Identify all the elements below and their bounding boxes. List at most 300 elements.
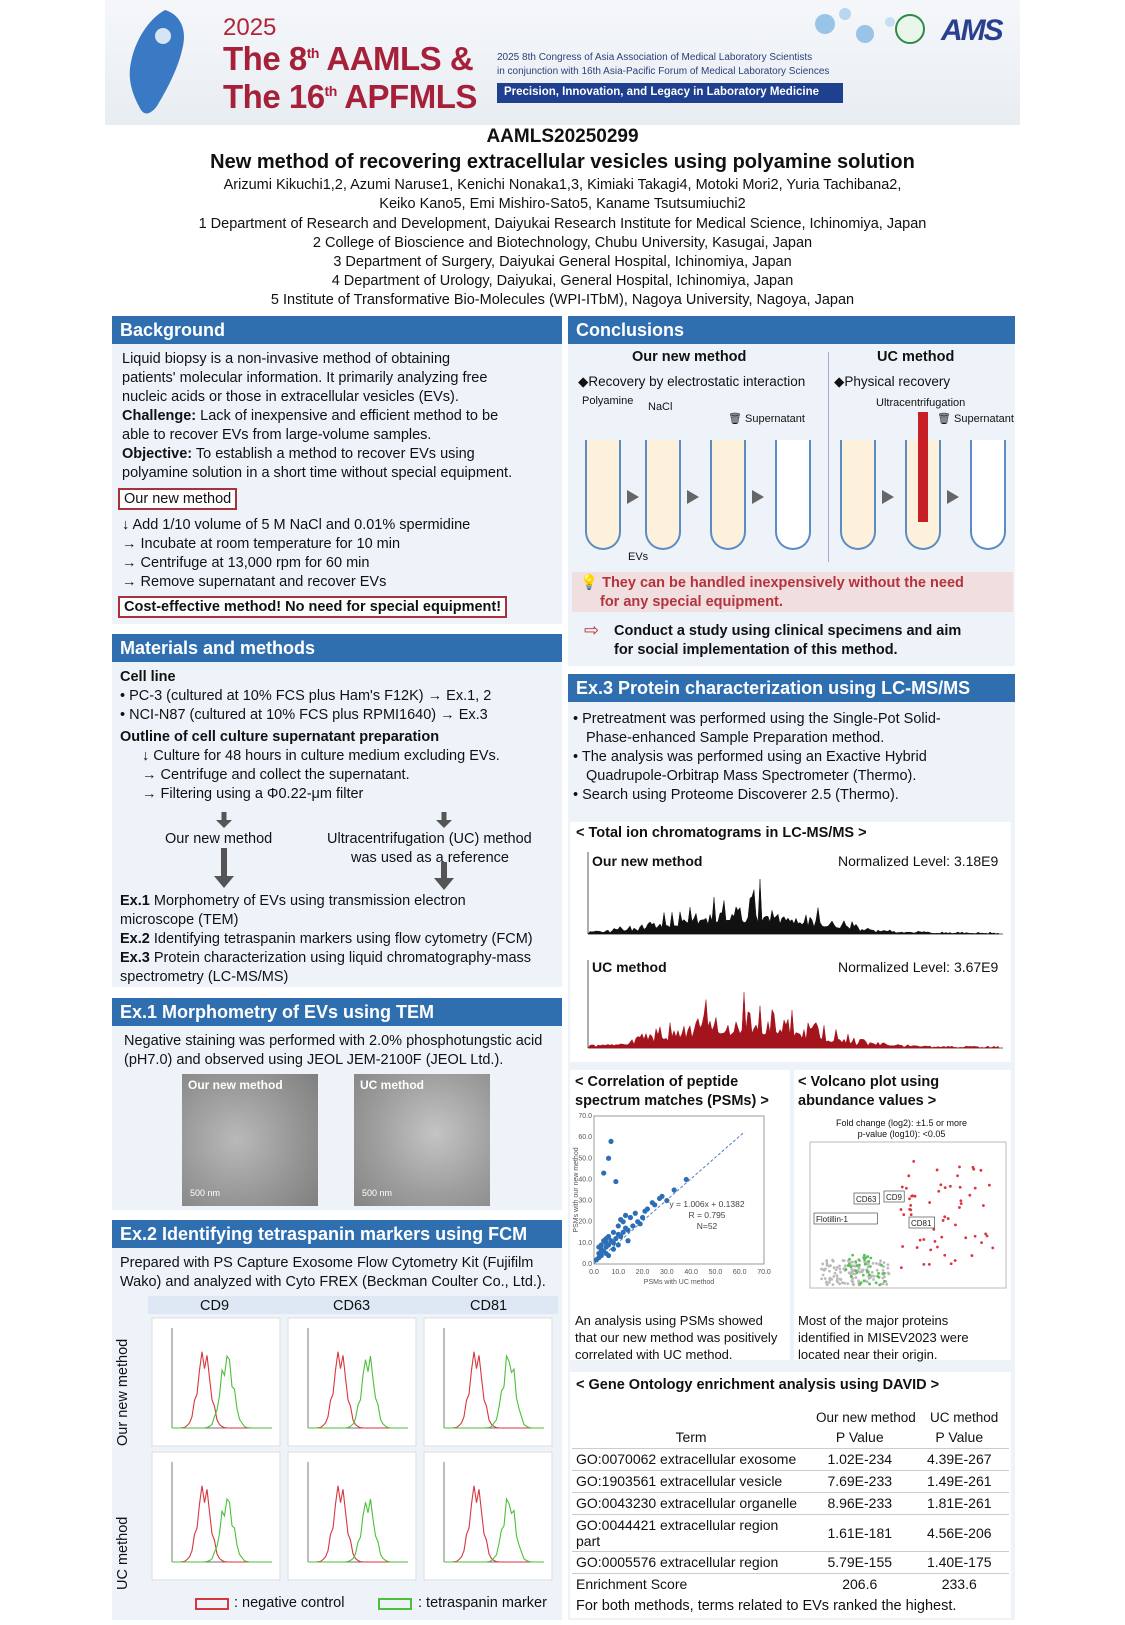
volcano-point-up — [936, 1169, 939, 1172]
volcano-point-up — [954, 1259, 957, 1262]
objective-line-1: Objective: To establish a method to recover EVs using — [122, 446, 475, 462]
authors-line-2: Keiko Kano5, Emi Mishiro-Sato5, Kaname Tsutsumiuchi2 — [379, 196, 746, 212]
go-row — [572, 1470, 1009, 1492]
volcano-point-ns — [875, 1262, 878, 1265]
psm-caption-2: that our new method was positively — [575, 1330, 778, 1345]
outline-step-3: → Filtering using a Φ0.22-μm filter — [142, 786, 364, 802]
volcano-point-up — [922, 1263, 925, 1266]
volcano-point-up — [908, 1197, 911, 1200]
ex3-bullet-1a: • Pretreatment was performed using the Single-Pot Solid- — [573, 711, 941, 727]
polyamine-label: Polyamine — [582, 395, 634, 407]
psm-y-tick: 10.0 — [578, 1239, 592, 1247]
psm-point — [625, 1238, 630, 1243]
fcm-row-uc: UC method — [115, 1516, 131, 1590]
psm-point — [599, 1249, 604, 1254]
ex2-text-1: Prepared with PS Capture Exosome Flow Cytometry Kit (Fujifilm — [120, 1255, 534, 1271]
method-step-2: → Incubate at room temperature for 10 min — [122, 536, 401, 552]
psm-y-tick: 60.0 — [578, 1134, 592, 1142]
volcano-point-up — [943, 1254, 946, 1257]
volcano-point-up — [972, 1168, 975, 1171]
volcano-point-up — [949, 1185, 952, 1188]
psm-point — [613, 1179, 618, 1184]
method-steps — [122, 516, 470, 592]
psm-caption-3: correlated with UC method. — [575, 1347, 733, 1362]
go-col-term: Term — [675, 1428, 707, 1445]
volcano-point-ns — [886, 1263, 889, 1266]
tem-scale-new: 500 nm — [190, 1188, 221, 1198]
go-p-uc-cell: 1.49E-261 — [910, 1470, 1010, 1492]
psm-stat-label: R = 0.795 — [688, 1210, 726, 1220]
volcano-point-up — [958, 1166, 961, 1169]
psm-point — [611, 1230, 616, 1235]
volcano-caption-1: Most of the major proteins — [798, 1313, 949, 1328]
method-step-1: ↓ Add 1/10 volume of 5 M NaCl and 0.01% spermidine — [122, 517, 471, 533]
psm-point — [616, 1242, 621, 1247]
psm-y-tick: 70.0 — [578, 1113, 592, 1120]
volcano-point-ns — [843, 1259, 846, 1262]
psm-point — [625, 1228, 630, 1233]
psm-point — [684, 1177, 689, 1182]
volcano-point-down — [878, 1283, 881, 1286]
affiliation-1: 1 Department of Research and Development, Daiyukai Research Institute for Medical Science, Ichinomiya, Japan — [198, 216, 927, 232]
conclusion-note — [580, 574, 964, 612]
volcano-point-up — [944, 1186, 947, 1189]
volcano-point-ns — [838, 1265, 841, 1268]
volcano-point-ns — [836, 1266, 839, 1269]
psm-x-label: PSMs with UC method — [643, 1279, 715, 1286]
outline-step-1: ↓ Culture for 48 hours in culture medium excluding EVs. — [142, 748, 500, 764]
volcano-point-down — [883, 1272, 886, 1275]
volcano-point-up — [905, 1187, 908, 1190]
volcano-point-up — [968, 1194, 971, 1197]
author-list — [105, 176, 1020, 214]
ultracentrifugation-arrow-icon — [918, 412, 928, 522]
volcano-point-down — [868, 1273, 871, 1276]
volcano-point-down — [880, 1264, 883, 1267]
go-row — [572, 1492, 1009, 1514]
tic-new-level: Normalized Level: 3.18E9 — [838, 853, 999, 869]
volcano-point-ns — [850, 1260, 853, 1263]
volcano-point-up — [932, 1228, 935, 1231]
fcm-histogram — [152, 1452, 280, 1580]
conclusion-note-1: 💡 They can be handled inexpensively without the need — [580, 575, 964, 591]
arrow-right-icon — [882, 490, 894, 504]
volcano-point-ns — [879, 1259, 882, 1262]
volcano-point-ns — [848, 1271, 851, 1274]
volcano-note — [836, 1118, 967, 1140]
fcm-histogram — [288, 1318, 416, 1446]
background-intro-3: nucleic acids or those in extracellular vesicles (EVs). — [122, 389, 459, 405]
volcano-point-up — [901, 1186, 904, 1189]
tube-4 — [775, 440, 811, 550]
arrow-right-icon — [752, 490, 764, 504]
volcano-point-down — [851, 1254, 854, 1257]
arrow-right-icon — [947, 490, 959, 504]
psm-title — [575, 1073, 769, 1111]
volcano-point-down — [850, 1275, 853, 1278]
volcano-point-up — [974, 1187, 977, 1190]
volcano-point-down — [858, 1283, 861, 1286]
volcano-point-ns — [862, 1268, 865, 1271]
ex3-bullet-2b: Quadrupole-Orbitrap Mass Spectrometer (Thermo). — [586, 768, 917, 784]
volcano-point-up — [908, 1208, 911, 1211]
affiliation-4: 4 Department of Urology, Daiyukai, General Hospital, Ichinomiya, Japan — [331, 273, 794, 289]
materials-heading: Materials and methods — [112, 634, 562, 662]
volcano-point-ns — [841, 1281, 844, 1284]
psm-point — [606, 1156, 611, 1161]
volcano-point-ns — [826, 1283, 829, 1286]
tem-scale-uc: 500 nm — [362, 1188, 393, 1198]
volcano-point-down — [869, 1265, 872, 1268]
volcano-point-down — [845, 1268, 848, 1271]
volcano-point-ns — [829, 1264, 832, 1267]
ex1-text-1: Negative staining was performed with 2.0% phosphotungstic acid — [124, 1033, 543, 1049]
legend-marker-swatch — [378, 1598, 412, 1610]
volcano-point-down — [864, 1263, 867, 1266]
banner-tagline: Precision, Innovation, and Legacy in Laboratory Medicine — [497, 83, 843, 103]
psm-point — [642, 1209, 647, 1214]
psm-caption-1: An analysis using PSMs showed — [575, 1313, 763, 1328]
experiments-list — [120, 892, 560, 987]
objective-line-2: polyamine solution in a short time without special equipment. — [122, 465, 513, 481]
go-term-cell: GO:1903561 extracellular vesicle — [572, 1470, 810, 1492]
psm-point — [606, 1253, 611, 1258]
ex2-text-2: Wako) and analyzed with Cyto FREX (Beckman Coulter Co., Ltd.). — [120, 1274, 546, 1290]
next-step-2: for social implementation of this method. — [614, 642, 898, 658]
challenge-line-1: Challenge: Lack of inexpensive and efficient method to be — [122, 408, 499, 424]
go-row — [572, 1514, 1009, 1551]
volcano-point-ns — [883, 1261, 886, 1264]
psm-point — [630, 1223, 635, 1228]
challenge-line-2: able to recover EVs from large-volume samples. — [122, 427, 432, 443]
ex1-summary-2: microscope (TEM) — [120, 912, 239, 928]
tic-title: < Total ion chromatograms in LC-MS/MS > — [576, 825, 867, 841]
volcano-point-down — [862, 1274, 865, 1277]
go-p-new-cell: 206.6 — [810, 1573, 910, 1595]
volcano-point-ns — [882, 1269, 885, 1272]
legend-negative-label: : negative control — [234, 1595, 345, 1611]
volcano-point-up — [979, 1169, 982, 1172]
volcano-point-ns — [831, 1259, 834, 1262]
method-step-3: → Centrifuge at 13,000 rpm for 60 min — [122, 555, 370, 571]
volcano-caption-2: identified in MISEV2023 were — [798, 1330, 969, 1345]
go-head-new: Our new method — [816, 1410, 916, 1425]
volcano-point-down — [848, 1263, 851, 1266]
volcano-point-up — [910, 1195, 913, 1198]
ex1-text — [124, 1032, 542, 1070]
volcano-point-up — [958, 1206, 961, 1209]
volcano-note-2: p-value (log10): <0.05 — [857, 1129, 946, 1139]
go-term-cell: GO:0070062 extracellular exosome — [572, 1448, 810, 1470]
tube-1 — [585, 440, 621, 550]
ex2-heading: Ex.2 Identifying tetraspanin markers using FCM — [112, 1220, 562, 1248]
volcano-point-up — [942, 1219, 945, 1222]
tem-image-uc-method — [354, 1074, 490, 1206]
volcano-point-down — [878, 1276, 881, 1279]
go-p-uc-cell: 4.56E-206 — [910, 1514, 1010, 1551]
volcano-point-up — [974, 1235, 977, 1238]
ex2-text — [120, 1254, 546, 1292]
psm-point — [628, 1215, 633, 1220]
volcano-point-down — [869, 1257, 872, 1260]
next-step-1: Conduct a study using clinical specimens and aim — [614, 623, 962, 639]
volcano-point-ns — [838, 1283, 841, 1286]
ex3-bullet-3: • Search using Proteome Discoverer 2.5 (Thermo). — [573, 787, 899, 803]
volcano-title-2: abundance values > — [798, 1093, 937, 1109]
psm-x-tick: 40.0 — [684, 1269, 698, 1276]
ex3-summary-2: spectrometry (LC-MS/MS) — [120, 969, 289, 985]
volcano-point-ns — [885, 1283, 888, 1286]
nacl-label: NaCl — [648, 401, 673, 413]
fcm-histogram-grid — [148, 1316, 558, 1586]
volcano-point-up — [991, 1246, 994, 1249]
volcano-point-up — [940, 1236, 943, 1239]
volcano-point-up — [943, 1215, 946, 1218]
branch-left-label: Our new method — [165, 831, 273, 847]
volcano-point-up — [959, 1186, 962, 1189]
volcano-point-ns — [822, 1274, 825, 1277]
volcano-point-ns — [835, 1268, 838, 1271]
volcano-point-up — [914, 1195, 917, 1198]
volcano-point-ns — [887, 1271, 890, 1274]
tic-new-label: Our new method — [592, 853, 703, 869]
background-intro-2: patients' molecular information. It primarily analyzing free — [122, 370, 488, 386]
affiliation-3: 3 Department of Surgery, Daiyukai General Hospital, Ichinomiya, Japan — [333, 254, 792, 270]
conclusion-col-uc: UC method — [877, 349, 955, 365]
banner-title-line2: The 16th APFMLS — [223, 78, 477, 115]
volcano-point-ns — [836, 1277, 839, 1280]
volcano-point-ns — [826, 1264, 829, 1267]
volcano-note-1: Fold change (log2): ±1.5 or more — [836, 1118, 968, 1128]
volcano-point-down — [863, 1254, 866, 1257]
ex3-bullet-1b: Phase-enhanced Sample Preparation method. — [586, 730, 885, 746]
fcm-row-new: Our new method — [115, 1338, 131, 1446]
go-col-p-uc: P Value — [935, 1428, 984, 1445]
conclusion-divider — [828, 352, 829, 562]
volcano-protein-label: CD81 — [911, 1219, 932, 1228]
volcano-point-up — [910, 1213, 913, 1216]
psm-x-tick: 0.0 — [589, 1269, 599, 1276]
volcano-point-up — [954, 1224, 957, 1227]
ex1-summary: Ex.1 Morphometry of EVs using transmission electron — [120, 893, 466, 909]
conclusion-col-new: Our new method — [632, 349, 747, 365]
go-term-cell: GO:0043230 extracellular organelle — [572, 1492, 810, 1514]
volcano-point-up — [956, 1174, 959, 1177]
next-step-arrow-icon: ⇨ — [584, 620, 600, 640]
volcano-point-ns — [839, 1278, 842, 1281]
psm-x-tick: 50.0 — [708, 1269, 723, 1276]
volcano-point-ns — [833, 1266, 836, 1269]
volcano-caption-3: located near their origin. — [798, 1347, 938, 1362]
psm-x-tick: 20.0 — [635, 1269, 650, 1276]
volcano-point-ns — [867, 1263, 870, 1266]
conclusion-left-point: ◆Recovery by electrostatic interaction — [578, 374, 806, 389]
volcano-point-up — [947, 1217, 950, 1220]
psm-y-tick: 40.0 — [578, 1176, 592, 1184]
volcano-protein-label: CD63 — [856, 1195, 877, 1204]
conclusions-heading: Conclusions — [568, 316, 1015, 344]
ex3-summary: Ex.3 Protein characterization using liquid chromatography-mass — [120, 950, 532, 966]
ex3-bullet-2a: • The analysis was performed using an Exactive Hybrid — [573, 749, 927, 765]
go-p-uc-cell: 1.81E-261 — [910, 1492, 1010, 1514]
psm-point — [650, 1200, 655, 1205]
psm-point — [657, 1196, 662, 1201]
psm-title-2: spectrum matches (PSMs) > — [575, 1093, 769, 1109]
volcano-point-up — [980, 1241, 983, 1244]
outline-label: Outline of cell culture supernatant preparation — [120, 729, 440, 745]
volcano-point-up — [939, 1183, 942, 1186]
volcano-point-ns — [876, 1269, 879, 1272]
volcano-point-ns — [824, 1277, 827, 1280]
volcano-point-ns — [882, 1282, 885, 1285]
affiliation-5: 5 Institute of Transformative Bio-Molecules (WPI-ITbM), Nagoya University, Nagoya, Japan — [270, 292, 855, 308]
volcano-point-ns — [886, 1267, 889, 1270]
go-table — [572, 1426, 1009, 1595]
psm-title-1: < Correlation of peptide — [575, 1074, 739, 1090]
go-p-uc-cell: 233.6 — [910, 1573, 1010, 1595]
psm-point — [633, 1211, 638, 1216]
go-row — [572, 1551, 1009, 1573]
banner-title-line1: The 8th AAMLS & — [223, 40, 474, 77]
volcano-point-up — [900, 1266, 903, 1269]
volcano-point-ns — [828, 1281, 831, 1284]
fcm-histogram — [288, 1452, 416, 1580]
ex2-summary: Ex.2 Identifying tetraspanin markers using flow cytometry (FCM) — [120, 931, 533, 947]
volcano-title — [798, 1073, 939, 1111]
volcano-point-up — [960, 1202, 963, 1205]
fcm-histogram — [152, 1318, 280, 1446]
volcano-point-up — [922, 1238, 925, 1241]
taiwan-map-icon — [117, 6, 195, 118]
volcano-point-ns — [872, 1278, 875, 1281]
tem-label-uc: UC method — [360, 1078, 424, 1092]
tube-uc-1 — [840, 440, 876, 550]
volcano-point-ns — [852, 1272, 855, 1275]
go-head-uc: UC method — [930, 1410, 999, 1425]
psm-x-tick: 10.0 — [611, 1269, 626, 1276]
psm-stat-label: y = 1.006x + 0.1382 — [669, 1199, 745, 1209]
fcm-col-cd9: CD9 — [200, 1298, 230, 1314]
volcano-protein-label: CD9 — [886, 1193, 903, 1202]
psm-point — [606, 1234, 611, 1239]
volcano-point-ns — [854, 1276, 857, 1279]
cell-line-2: • NCI-N87 (cultured at 10% FCS plus RPMI1640) → Ex.3 — [120, 707, 488, 723]
volcano-point-ns — [846, 1282, 849, 1285]
go-p-new-cell: 7.69E-233 — [810, 1470, 910, 1492]
arrow-right-icon — [627, 490, 639, 504]
volcano-point-up — [900, 1208, 903, 1211]
volcano-point-ns — [825, 1281, 828, 1284]
psm-point — [601, 1170, 606, 1175]
volcano-point-ns — [820, 1278, 823, 1281]
go-p-new-cell: 8.96E-233 — [810, 1492, 910, 1514]
volcano-point-ns — [822, 1268, 825, 1271]
volcano-point-ns — [834, 1272, 837, 1275]
go-p-uc-cell: 4.39E-267 — [910, 1448, 1010, 1470]
volcano-point-up — [907, 1174, 910, 1177]
psm-point — [616, 1223, 621, 1228]
outline-step-2: → Centrifuge and collect the supernatant. — [142, 767, 410, 783]
branch-right-label-2: was used as a reference — [351, 850, 509, 866]
ex3-heading: Ex.3 Protein characterization using LC-MS/MS — [568, 674, 1015, 702]
volcano-point-up — [964, 1236, 967, 1239]
psm-y-tick: 50.0 — [578, 1155, 592, 1163]
volcano-point-ns — [881, 1277, 884, 1280]
abstract-code: AAMLS20250299 — [486, 126, 639, 147]
ex1-heading: Ex.1 Morphometry of EVs using TEM — [112, 998, 562, 1026]
volcano-caption — [798, 1312, 969, 1363]
legend-negative-swatch — [195, 1598, 229, 1610]
psm-y-label: PSMs with our new method — [573, 1147, 580, 1233]
volcano-point-up — [928, 1263, 931, 1266]
go-p-new-cell: 5.79E-155 — [810, 1551, 910, 1573]
go-term-cell: GO:0044421 extracellular region part — [572, 1514, 810, 1551]
volcano-point-down — [848, 1258, 851, 1261]
go-p-new-cell: 1.61E-181 — [810, 1514, 910, 1551]
affiliation-list — [105, 215, 1020, 310]
next-step — [614, 622, 961, 660]
organization-seal-icon — [895, 14, 925, 44]
evs-label: EVs — [628, 551, 649, 563]
tic-uc-label: UC method — [592, 959, 667, 975]
volcano-point-ns — [821, 1262, 824, 1265]
cost-effective-box: Cost-effective method! No need for special equipment! — [118, 596, 507, 618]
psm-x-tick: 70.0 — [757, 1269, 771, 1276]
volcano-point-down — [875, 1281, 878, 1284]
psm-y-tick: 30.0 — [578, 1197, 592, 1205]
go-row — [572, 1573, 1009, 1595]
volcano-protein-label: Flotillin-1 — [816, 1215, 849, 1224]
supernatant-label-right: 🗑 Supernatant — [937, 413, 1014, 425]
go-footer: For both methods, terms related to EVs ranked the highest. — [576, 1598, 957, 1614]
conference-banner — [105, 0, 1020, 125]
psm-point — [608, 1139, 613, 1144]
our-new-method-box: Our new method — [118, 488, 237, 510]
volcano-point-up — [959, 1199, 962, 1202]
psm-caption — [575, 1312, 777, 1363]
volcano-point-up — [937, 1190, 940, 1193]
conclusion-right-point: ◆Physical recovery — [834, 374, 951, 389]
volcano-point-ns — [872, 1262, 875, 1265]
volcano-point-down — [868, 1283, 871, 1286]
volcano-point-down — [866, 1269, 869, 1272]
psm-x-tick: 60.0 — [732, 1269, 747, 1276]
volcano-point-up — [912, 1160, 915, 1163]
go-col-p-new: P Value — [835, 1428, 884, 1445]
volcano-point-ns — [836, 1274, 839, 1277]
ex1-text-2: (pH7.0) and observed using JEOL JEM-2100F (JEOL Ltd.). — [124, 1052, 504, 1068]
psm-point — [623, 1213, 628, 1218]
affiliation-2: 2 College of Bioscience and Biotechnology, Chubu University, Kasugai, Japan — [312, 235, 813, 251]
volcano-point-up — [982, 1204, 985, 1207]
conclusion-note-2: for any special equipment. — [600, 594, 783, 610]
volcano-point-up — [950, 1262, 953, 1265]
go-term-cell: Enrichment Score — [572, 1573, 810, 1595]
volcano-point-ns — [839, 1271, 842, 1274]
banner-subtitle-2: in conjunction with 16th Asia-Pacific Forum of Medical Laboratory Sciences — [497, 66, 830, 77]
volcano-point-down — [863, 1280, 866, 1283]
volcano-point-up — [901, 1245, 904, 1248]
fcm-histogram — [424, 1452, 552, 1580]
volcano-point-ns — [867, 1266, 870, 1269]
psm-x-tick: 30.0 — [660, 1269, 674, 1276]
fcm-col-cd81: CD81 — [470, 1298, 508, 1314]
tube-3 — [710, 440, 746, 550]
volcano-point-up — [919, 1239, 922, 1242]
go-row — [572, 1448, 1009, 1470]
background-heading: Background — [112, 316, 562, 344]
go-term-cell: GO:0005576 extracellular region — [572, 1551, 810, 1573]
